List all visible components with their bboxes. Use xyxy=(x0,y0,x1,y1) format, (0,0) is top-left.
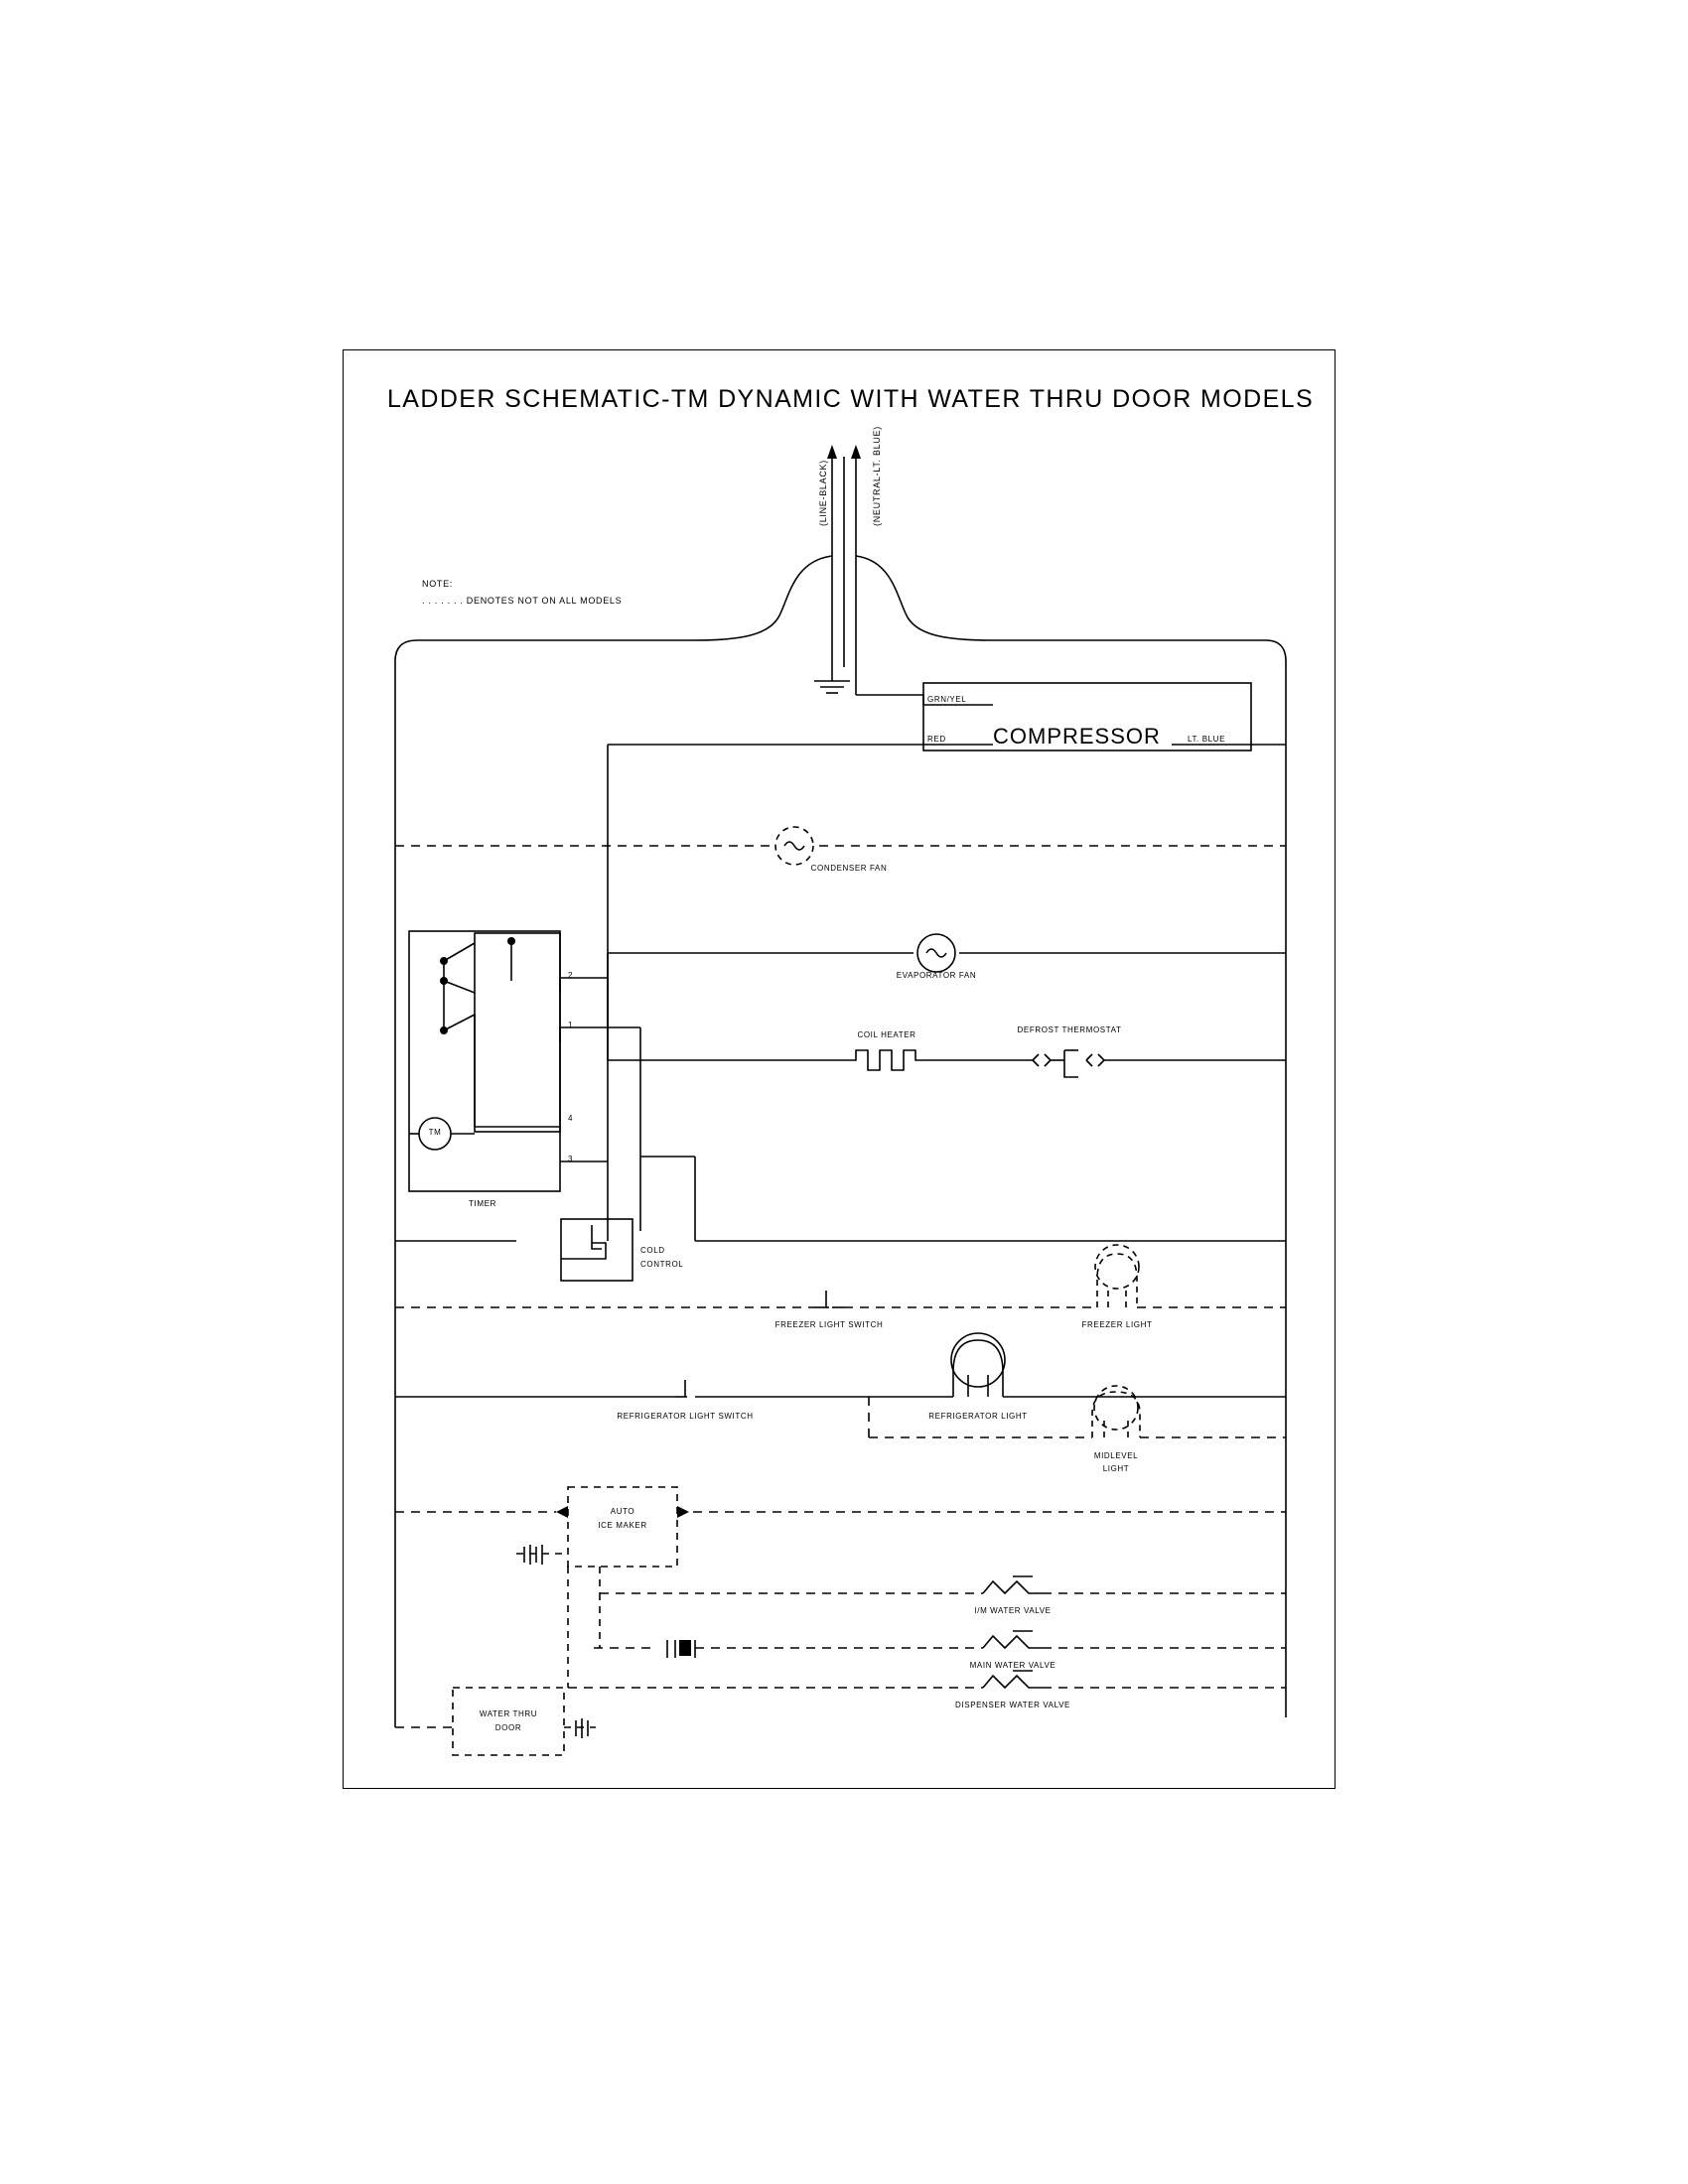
evaporator-fan-label: EVAPORATOR FAN xyxy=(896,971,977,980)
cold-control-label-line2: CONTROL xyxy=(640,1260,684,1269)
water-thru-door-label-line1: WATER THRU xyxy=(479,1709,538,1718)
cold-control-label-line1: COLD xyxy=(640,1246,665,1255)
freezer-light-label: FREEZER LIGHT xyxy=(1081,1320,1153,1329)
compressor-terminal-red: RED xyxy=(927,735,946,744)
defrost-thermostat-label: DEFROST THERMOSTAT xyxy=(1017,1025,1122,1034)
refrigerator-light-switch-label: REFRIGERATOR LIGHT SWITCH xyxy=(617,1412,754,1421)
coil-heater-label: COIL HEATER xyxy=(857,1030,916,1039)
midlevel-light-label-line2: LIGHT xyxy=(1102,1464,1130,1473)
timer-motor-label: TM xyxy=(428,1128,442,1137)
condenser-fan-label: CONDENSER FAN xyxy=(810,864,888,873)
auto-ice-maker-label-line1: AUTO xyxy=(610,1507,635,1516)
dispenser-water-valve-label: DISPENSER WATER VALVE xyxy=(955,1701,1070,1709)
refrigerator-light-label: REFRIGERATOR LIGHT xyxy=(928,1412,1028,1421)
main-water-valve-label: MAIN WATER VALVE xyxy=(969,1661,1056,1670)
note-heading: NOTE: xyxy=(422,579,454,589)
midlevel-light-label-line1: MIDLEVEL xyxy=(1093,1451,1139,1460)
timer-terminal-2: 2 xyxy=(568,971,574,980)
compressor-terminal-lt-blue: LT. BLUE xyxy=(1188,735,1225,744)
compressor-label: COMPRESSOR xyxy=(993,724,1161,749)
im-water-valve-label: I/M WATER VALVE xyxy=(974,1606,1052,1615)
note-text: . . . . . . . DENOTES NOT ON ALL MODELS xyxy=(422,596,623,606)
neutral-supply-label: (NEUTRAL-LT. BLUE) xyxy=(872,426,882,526)
water-thru-door-label-line2: DOOR xyxy=(494,1723,522,1732)
timer-terminal-1: 1 xyxy=(568,1021,574,1029)
freezer-light-switch-label: FREEZER LIGHT SWITCH xyxy=(774,1320,884,1329)
timer-terminal-4: 4 xyxy=(568,1114,574,1123)
page-title: LADDER SCHEMATIC-TM DYNAMIC WITH WATER THRU DOOR MODELS xyxy=(387,385,1315,413)
timer-terminal-3: 3 xyxy=(568,1155,574,1163)
compressor-terminal-grn-yel: GRN/YEL xyxy=(927,695,967,704)
line-supply-label: (LINE-BLACK) xyxy=(818,460,828,526)
auto-ice-maker-label-line2: ICE MAKER xyxy=(598,1521,647,1530)
timer-label: TIMER xyxy=(469,1199,496,1208)
